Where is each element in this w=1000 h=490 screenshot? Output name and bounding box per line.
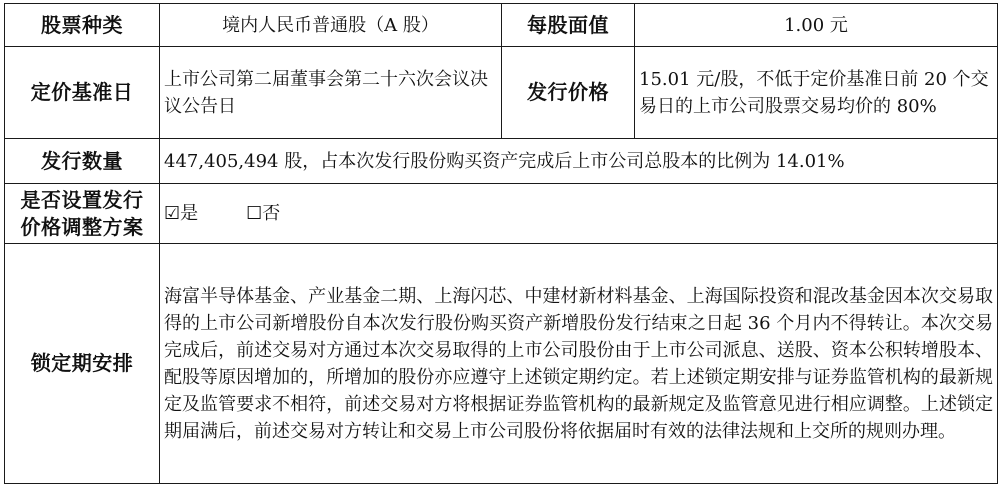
table-row [5, 47, 998, 139]
issue-price-label: 发行价格 [502, 47, 635, 139]
no-option-label: 否 [262, 203, 281, 224]
issue-quantity-label: 发行数量 [5, 139, 160, 184]
lockup-value: 海富半导体基金、产业基金二期、上海闪芯、中建材新材料基金、上海国际投资和混改基金因本次交易取得的上市公司新增股份自本次发行股份购买资产新增股份发行结束之日起 36 个月内不得转让。本次交易完成后，前述交易对方通过本次交易取得的上市公司股份由于上市公司派息、送股、资本公积转增股本、配股等原因增加的，所增加的股份亦应遵守上述锁定期约定。若上述锁定期安排与证券监管机构的最新规定及监管要求不相符，前述交易对方将根据证券监管机构的最新规定及监管意见进行相应调整。上述锁定期届满后，前述交易对方转让和交易上市公司股份将依据届时有效的法律法规和上交所的规则办理。 [160, 244, 998, 484]
yes-checkbox[interactable]: ☑ [164, 203, 181, 224]
pricing-base-date-value: 上市公司第二届董事会第二十六次会议决议公告日 [160, 47, 502, 139]
lockup-label: 锁定期安排 [5, 244, 160, 484]
price-adjustment-label [5, 184, 160, 244]
price-adjustment-options [160, 184, 998, 244]
issue-price-value: 15.01 元/股，不低于定价基准日前 20 个交易日的上市公司股票交易均价的 80% [635, 47, 998, 139]
pricing-base-date-label: 定价基准日 [5, 47, 160, 139]
stock-type-label: 股票种类 [5, 4, 160, 47]
par-value-value: 1.00 元 [635, 4, 998, 47]
yes-option-label: 是 [180, 203, 199, 224]
table-row [5, 4, 998, 47]
stock-type-value: 境内人民币普通股（A 股） [160, 4, 502, 47]
table-row [5, 139, 998, 184]
table-row [5, 244, 998, 484]
price-adjustment-label-line1: 是否设置发行 [20, 187, 144, 212]
par-value-label: 每股面值 [502, 4, 635, 47]
issue-quantity-value: 447,405,494 股，占本次发行股份购买资产完成后上市公司总股本的比例为 14.01% [160, 139, 998, 184]
table-row [5, 184, 998, 244]
issuance-terms-table [4, 3, 998, 484]
no-checkbox[interactable]: ☐ [246, 203, 263, 224]
price-adjustment-label-line2: 价格调整方案 [20, 214, 144, 239]
